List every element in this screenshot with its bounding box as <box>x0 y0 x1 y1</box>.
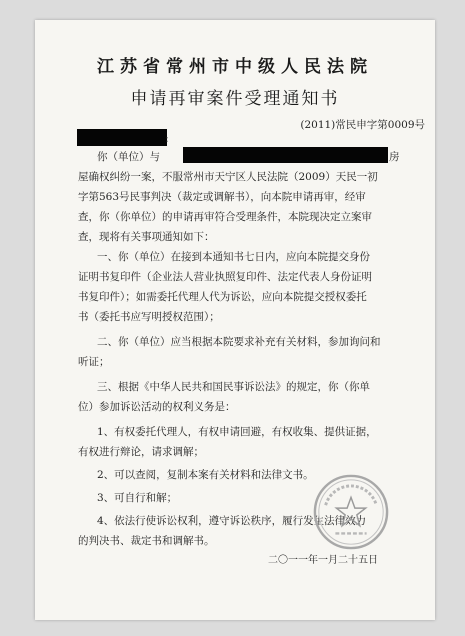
body-line-1: 你（单位）与 <box>97 151 160 163</box>
case-number: (2011)常民申字第0009号 <box>300 119 425 131</box>
body-line-4: 查，你（你单位）的申请再审符合受理条件，本院现决定立案审 <box>78 211 372 223</box>
item-2-line-2: 听证； <box>78 356 110 368</box>
item-2-line-1: 二、你（单位）应当根据本院要求补充有关材料，参加询问和 <box>97 336 381 348</box>
document-title: 申请再审案件受理通知书 <box>130 89 340 109</box>
item-1-line-2: 证明书复印件（企业法人营业执照复印件、法定代表人身份证明 <box>78 271 372 283</box>
right-4-line-2: 的判决书、裁定书和调解书。 <box>78 535 215 547</box>
right-1-line-2: 有权进行辩论，请求调解； <box>78 446 204 458</box>
item-3-line-2: 位）参加诉讼活动的权利义务是： <box>78 401 236 413</box>
body-line-5: 查，现将有关事项通知如下： <box>78 231 215 243</box>
right-2: 2、可以查阅，复制本案有关材料和法律文书。 <box>97 469 314 481</box>
item-1-line-3: 书复印件）；如需委托代理人代为诉讼，应向本院提交授权委托 <box>78 291 367 303</box>
court-seal-icon <box>312 473 390 551</box>
body-line-1-end: 房 <box>389 151 400 163</box>
body-line-3: 字第563号民事判决（裁定或调解书），向本院申请再审，经审 <box>78 191 366 203</box>
redacted-party-name <box>77 129 167 146</box>
item-1-line-1: 一、你（单位）在接到本通知书七日内，应向本院提交身份 <box>97 251 370 263</box>
body-line-2: 屋确权纠纷一案，不服常州市天宁区人民法院（2009）天民一初 <box>78 171 378 183</box>
item-3-line-1: 三、根据《中华人民共和国民事诉讼法》的规定，你（你单 <box>97 381 370 393</box>
court-name: 江苏省常州市中级人民法院 <box>97 57 373 77</box>
issue-date: 二〇一一年一月二十五日 <box>268 555 378 566</box>
redacted-opposing-party <box>183 147 388 163</box>
addressee-colon: : <box>165 132 169 145</box>
item-1-line-4: 书（委托书应写明授权范围）； <box>78 311 220 323</box>
right-1-line-1: 1、有权委托代理人，有权申请回避，有权收集、提供证据， <box>97 426 377 438</box>
right-4-line-1: 4、依法行使诉讼权利，遵守诉讼秩序，履行发生法律效力 <box>97 515 367 527</box>
right-3: 3、可自行和解； <box>97 492 178 504</box>
